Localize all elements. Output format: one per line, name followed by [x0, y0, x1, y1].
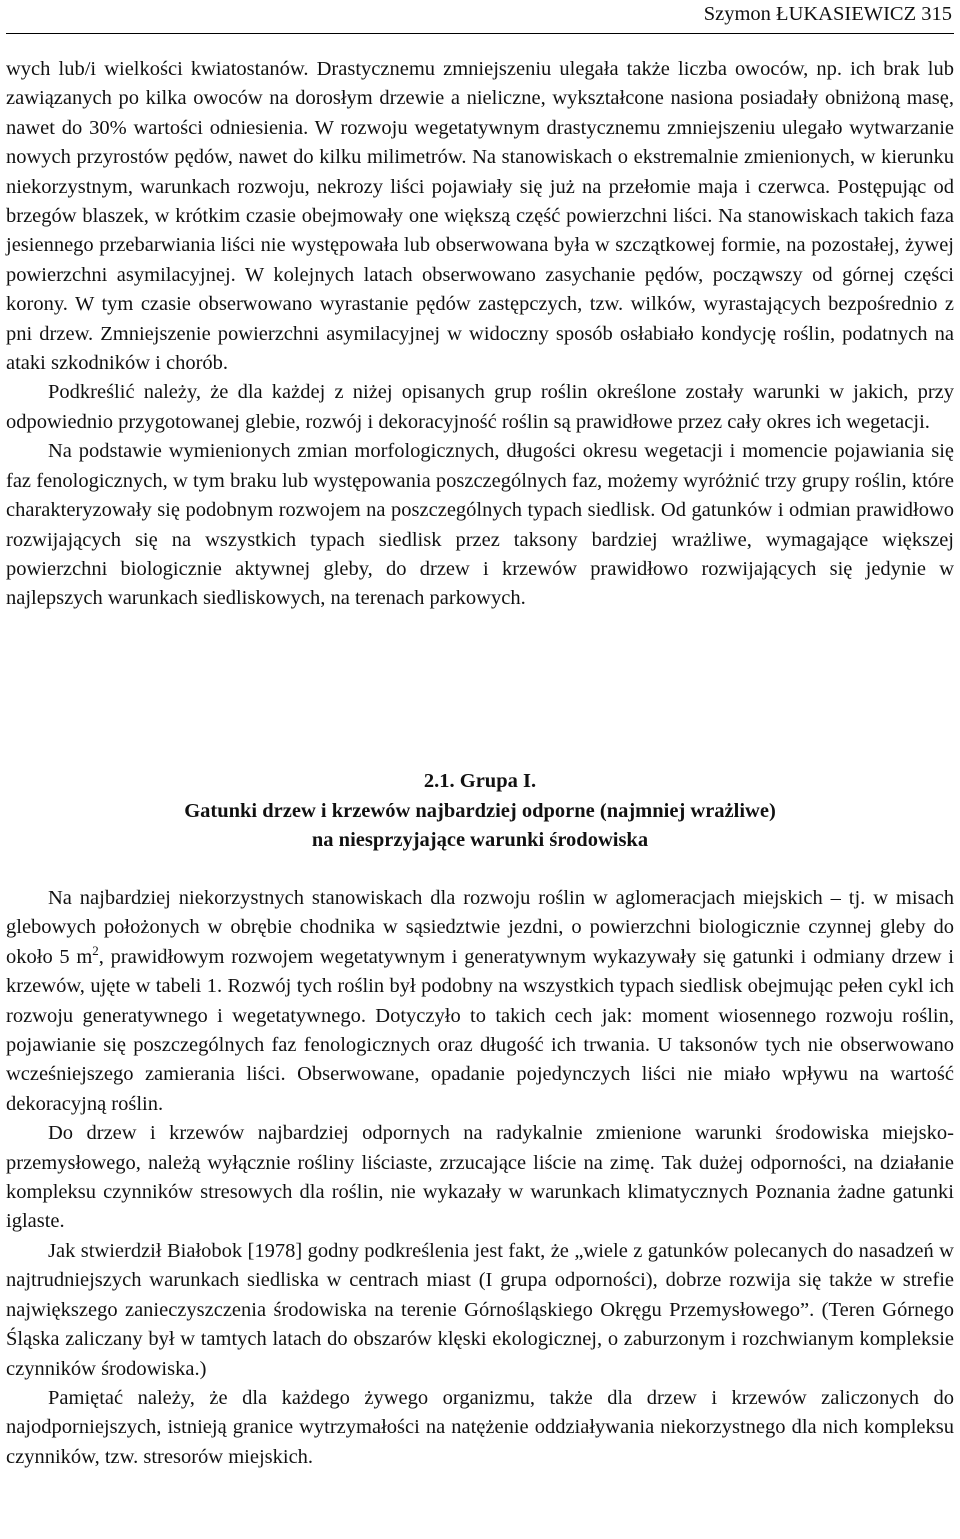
- body-text-upper: [6, 55, 954, 614]
- paragraph-1: wych lub/i wielkości kwiatostanów. Drastycznemu zmniejszeniu ulegała także liczba owoców, np. ich brak lub zawiązanych po kilka owoców na dorosłym drzewie a nieliczne, wykształcone nasiona posiadały obniżoną masę, nawet do 30% wartości odniesienia. W rozwoju wegetatywnym drastycznemu zmniejszeniu ulegało wytwarzanie nowych przyrostów pędów, nawet do kilku milimetrów. Na stanowiskach o ekstremalnie zmienionych, w kierunku niekorzystnym, warunkach rozwoju, nekrozy liści pojawiały się już na przełomie maja i czerwca. Postępując od brzegów blaszek, w krótkim czasie obejmowały one większą część powierzchni liści. Na stanowiskach takich faza jesiennego przebarwiania liści nie występowała lub obserwowana była w szczątkowej formie, na pozostałej, żywej powierzchni asymilacyjnej. W kolejnych latach obserwowano zasychanie pędów, począwszy od górnej części korony. W tym czasie obserwowano wyrastanie pędów zastępczych, tzw. wilków, wyrastających bezpośrednio z pni drzew. Zmniejszenie powierzchni asymilacyjnej w widoczny sposób osłabiało kondycję roślin, podatnych na ataki szkodników i chorób.: [6, 58, 954, 375]
- superscript-2: 2: [92, 942, 99, 958]
- header-rule: [6, 33, 954, 34]
- paragraph-6: Jak stwierdził Białobok [1978] godny podkreślenia jest fakt, że „wiele z gatunków polecanych do nasadzeń w najtrudniejszych warunkach siedliska w centrach miast (I grupa odporności), dobrze rozwija się także w strefie największego zanieczyszczenia środowiska na terenie Górnośląskiego Okręgu Przemysłowego”. (Teren Górnego Śląska zaliczany był w tamtych latach do obszarów klęski ekologicznej, o zaburzonym i rozchwianym kompleksie czynników środowiska.): [6, 1239, 954, 1380]
- paragraph-3: Na podstawie wymienionych zmian morfologicznych, długości okresu wegetacji i momencie pojawiania się faz fenologicznych, w tym braku lub występowania poszczególnych faz, możemy wyróżnić trzy grupy roślin, które charakteryzowały się podobnym rozwojem na poszczególnych typach siedlisk. Od gatunków i odmian prawidłowo rozwijających się na wszystkich typach siedlisk przez taksony bardziej wrażliwe, wymagające większej powierzchni biologicznie aktywnej gleby, do drzew i krzewów prawidłowo rozwijających się jedynie w najlepszych warunkach siedliskowych, na terenach parkowych.: [6, 440, 954, 610]
- paragraph-4-text-b: , prawidłowym rozwojem wegetatywnym i generatywnym wykazywały się gatunki i odmiany drzew i krzewów, ujęte w tabeli 1. Rozwój tych roślin był podobny na wszystkich typach siedlisk obejmując pełen cykl ich rozwoju generatywnego i wegetatywnego. Dotyczyło to takich cech jak: moment wiosennego rozwoju roślin, pojawianie się poszczególnych faz fenologicznych oraz długość ich trwania. U taksonów tych nie obserwowano wcześniejszego zamierania liści. Obserwowane, opadanie pojedynczych liści nie miało wpływu na wartość dekoracyjną roślin.: [6, 945, 954, 1115]
- document-page: [6, 0, 954, 1539]
- paragraph-7: Pamiętać należy, że dla każdego żywego organizmu, także dla drzew i krzewów zaliczonych do najodporniejszych, istnieją granice wytrzymałości na natężenie oddziaływania niekorzystnego dla nich kompleksu czynników, tzw. stresorów miejskich.: [6, 1386, 954, 1468]
- body-text-lower: [6, 884, 954, 1472]
- section-title-line-2: na niesprzyjające warunki środowiska: [311, 829, 649, 851]
- section-number: 2.1. Grupa I.: [423, 770, 537, 792]
- paragraph-4-text-a: Na najbardziej niekorzystnych stanowiskach dla rozwoju roślin w aglomeracjach miejskich – tj. w misach glebowych położonych w obrębie chodnika w sąsiedztwie jezdni, o powierzchni biologicznie czynnej gleby do około 5 m: [6, 887, 954, 968]
- section-heading: [6, 767, 954, 856]
- running-header: Szymon ŁUKASIEWICZ 315: [703, 3, 952, 25]
- section-title-line-1: Gatunki drzew i krzewów najbardziej odporne (najmniej wrażliwe): [184, 799, 776, 822]
- paragraph-5: Do drzew i krzewów najbardziej odpornych na radykalnie zmienione warunki środowiska miejsko-przemysłowego, należą wyłącznie rośliny liściaste, zrzucające liście na zimę. Tak dużej odporności, na działanie kompleksu czynników stresowych dla roślin, nie wykazały w warunkach klimatycznych Poznania żadne gatunki iglaste.: [6, 1122, 954, 1233]
- paragraph-4: [6, 884, 954, 1119]
- paragraph-2: Podkreślić należy, że dla każdej z niżej opisanych grup roślin określone zostały warunki w jakich, przy odpowiednio przygotowanej glebie, rozwój i dekoracyjność roślin są prawidłowe przez cały okres ich wegetacji.: [6, 381, 954, 433]
